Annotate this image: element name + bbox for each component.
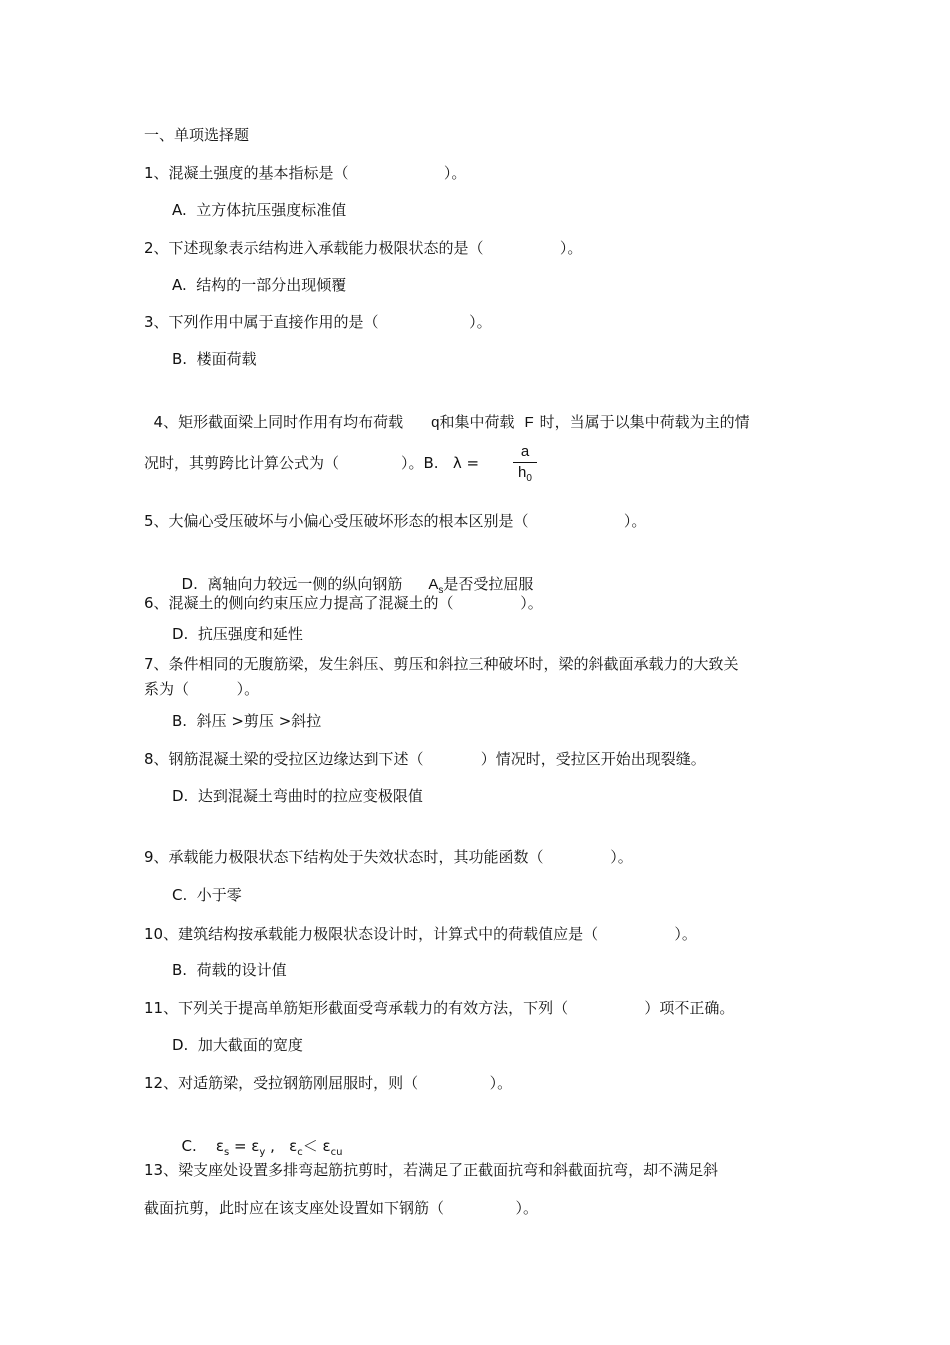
variable-q: q [431,414,440,431]
answer-3: B. 楼面荷载 [172,350,257,368]
question-4-line2: 况时，其剪跨比计算公式为（ ）。B. λ = [144,454,480,472]
question-13-line2: 截面抗剪，此时应在该支座处设置如下钢筋（ ）。 [144,1199,539,1217]
answer-12 [172,1116,343,1163]
answer-12-lt: ＜ ε [302,1137,331,1155]
question-11: 11、下列关于提高单筋矩形截面受弯承载力的有效方法，下列（ ）项不正确。 [144,999,735,1017]
answer-1: A. 立方体抗压强度标准值 [172,201,347,219]
question-8: 8、钢筋混凝土梁的受拉区边缘达到下述（ ）情况时，受拉区开始出现裂缝。 [144,750,706,768]
answer-2: A. 结构的一部分出现倾覆 [172,276,347,294]
fraction-denominator [513,464,537,488]
answer-9: C. 小于零 [172,886,242,904]
sub-s: s [223,1147,230,1158]
question-6: 6、混凝土的侧向约束压应力提高了混凝土的（ ）。 [144,594,543,612]
fraction-den-sub: 0 [526,473,532,484]
question-7-line1: 7、条件相同的无腹筋梁，发生斜压、剪压和斜拉三种破坏时，梁的斜截面承载力的大致关 [144,655,739,673]
answer-5-text-b: 是否受拉屈服 [443,575,534,593]
answer-6: D. 抗压强度和延性 [172,625,303,643]
sub-y: y [259,1147,266,1158]
variable-As: A [428,576,439,593]
question-4-line1 [144,392,750,433]
question-4-text-c: 时，当属于以集中荷载为主的情 [539,413,750,431]
question-9: 9、承载能力极限状态下结构处于失效状态时，其功能函数（ ）。 [144,848,633,866]
fraction-den-h: h [518,464,527,481]
shear-span-ratio-fraction [513,443,537,488]
answer-5-text-a: D. 离轴向力较远一侧的纵向钢筋 [181,575,403,593]
sub-c: c [297,1147,303,1158]
question-12: 12、对适筋梁，受拉钢筋刚屈服时，则（ ）。 [144,1074,513,1092]
answer-7: B. 斜压 >剪压 >斜拉 [172,712,322,730]
answer-12-eps-c: , ε [265,1137,298,1155]
question-5: 5、大偏心受压破坏与小偏心受压破坏形态的根本区别是（ ）。 [144,512,647,530]
variable-As-sub: s [438,585,444,596]
answer-10: B. 荷载的设计值 [172,961,287,979]
question-13-line1: 13、梁支座处设置多排弯起筋抗剪时，若满足了正截面抗弯和斜截面抗弯，却不满足斜 [144,1161,719,1179]
fraction-bar [513,462,537,463]
question-4-text-b: 和集中荷载 [439,413,515,431]
question-7-line2: 系为（ ）。 [144,680,260,698]
question-4-text-a: 4、矩形截面梁上同时作用有均布荷载 [153,413,404,431]
question-2: 2、下述现象表示结构进入承载能力极限状态的是（ ）。 [144,239,583,257]
sub-cu: cu [330,1147,343,1158]
fraction-numerator: a [520,443,530,460]
variable-F: F [524,414,534,431]
answer-8: D. 达到混凝土弯曲时的拉应变极限值 [172,787,423,805]
section-title: 一、单项选择题 [144,126,250,144]
question-3: 3、下列作用中属于直接作用的是（ ）。 [144,313,492,331]
answer-11: D. 加大截面的宽度 [172,1036,303,1054]
question-1: 1、混凝土强度的基本指标是（ ）。 [144,164,467,182]
question-10: 10、建筑结构按承载能力极限状态设计时，计算式中的荷载值应是（ ）。 [144,925,697,943]
answer-12-eps-s: C. ε [181,1137,224,1155]
answer-12-eq: = ε [229,1137,260,1155]
